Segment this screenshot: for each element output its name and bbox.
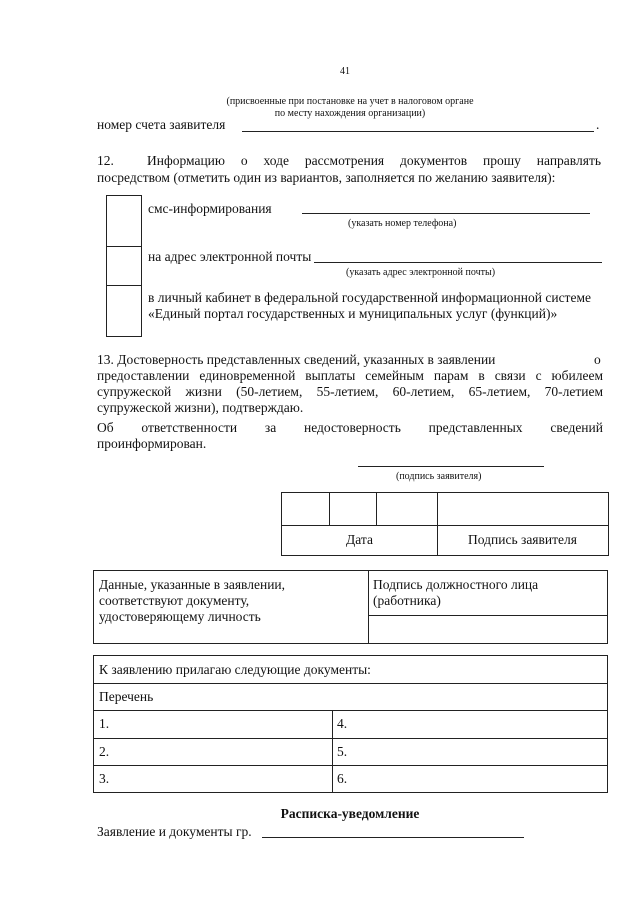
email-field[interactable]	[314, 262, 602, 263]
item-13-line-4: супружеской жизни), подтверждаю.	[97, 400, 304, 415]
option-sms-label: смс-информирования	[148, 201, 272, 216]
applicant-signature-field[interactable]	[358, 466, 544, 467]
phone-hint: (указать номер телефона)	[348, 218, 457, 229]
docs-item-6[interactable]: 6.	[337, 771, 348, 786]
docs-hline-2	[94, 710, 607, 711]
item-13-line-5: Об ответственности за недостоверность представленных сведений	[97, 420, 603, 435]
docs-vline	[332, 710, 333, 792]
account-number-end: .	[596, 117, 600, 132]
date-day-cell[interactable]	[282, 493, 329, 525]
phone-number-field[interactable]	[302, 213, 590, 214]
verification-left-line-1: Данные, указанные в заявлении,	[99, 577, 286, 592]
docs-header: К заявлению прилагаю следующие документы:	[99, 662, 371, 677]
documents-table	[93, 655, 608, 793]
verification-right-text	[373, 577, 538, 609]
item-13-line-1-end: о	[594, 352, 601, 367]
item-13-line-2: предоставлении единовременной выплаты семейным парам в связи с юбилеем	[97, 368, 603, 383]
verification-left-text	[99, 577, 285, 625]
verification-left-line-3: удостоверяющему личность	[99, 609, 261, 624]
item-12-line-1: Информацию о ходе рассмотрения документов прошу направлять	[147, 153, 601, 168]
docs-item-5[interactable]: 5.	[337, 744, 348, 759]
tax-registration-note	[190, 96, 510, 120]
email-hint: (указать адрес электронной почты)	[346, 267, 496, 278]
item-12-line-2: посредством (отметить один из вариантов, заполняется по желанию заявителя):	[97, 170, 556, 185]
item-13-line-3: супружеской жизни (50-летием, 55-летием, 60-летием, 65-летием, 70-летием	[97, 384, 603, 399]
docs-item-1[interactable]: 1.	[99, 716, 110, 731]
option-email-label: на адрес электронной почты	[148, 249, 312, 264]
option-portal-line-2: «Единый портал государственных и муниципальных услуг (функций)»	[148, 306, 558, 321]
date-month-cell[interactable]	[329, 493, 376, 525]
verification-right-line-2: (работника)	[373, 593, 441, 608]
docs-list-label: Перечень	[99, 689, 154, 704]
docs-hline-4	[94, 765, 607, 766]
option-portal-line-1: в личный кабинет в федеральной государственной информационной системе	[148, 290, 591, 305]
item-13-line-1: 13. Достоверность представленных сведений, указанных в заявлении	[97, 352, 496, 367]
verification-right-line-1: Подпись должностного лица	[373, 577, 539, 592]
applicant-signature-cell[interactable]	[437, 493, 608, 525]
signature-label: Подпись заявителя	[468, 532, 577, 547]
docs-item-2[interactable]: 2.	[99, 744, 110, 759]
date-label: Дата	[346, 532, 373, 547]
docs-hline-1	[94, 683, 607, 684]
date-year-cell[interactable]	[376, 493, 437, 525]
official-signature-cell[interactable]	[369, 616, 607, 643]
checkbox-sms[interactable]	[106, 195, 142, 247]
account-number-label: номер счета заявителя	[97, 117, 226, 132]
receipt-title: Расписка-уведомление	[280, 806, 420, 821]
docs-item-4[interactable]: 4.	[337, 716, 348, 731]
item-13-line-6: проинформирован.	[97, 436, 207, 451]
page-number: 41	[340, 66, 350, 77]
date-signature-table	[281, 492, 609, 556]
applicant-signature-hint: (подпись заявителя)	[396, 471, 482, 482]
date-table-divider	[282, 525, 608, 526]
tax-note-line-1: (присвоенные при постановке на учет в налоговом органе	[226, 96, 474, 107]
docs-item-3[interactable]: 3.	[99, 771, 110, 786]
verification-left-line-2: соответствуют документу,	[99, 593, 250, 608]
tax-note-line-2: по месту нахождения организации)	[274, 108, 426, 119]
checkbox-portal[interactable]	[106, 285, 142, 337]
account-number-field[interactable]	[242, 131, 594, 132]
receipt-line-label: Заявление и документы гр.	[97, 824, 252, 839]
receipt-name-field[interactable]	[262, 837, 524, 838]
docs-hline-3	[94, 738, 607, 739]
checkbox-email[interactable]	[106, 246, 142, 286]
verification-table	[93, 570, 608, 644]
item-12-number: 12.	[97, 153, 114, 168]
